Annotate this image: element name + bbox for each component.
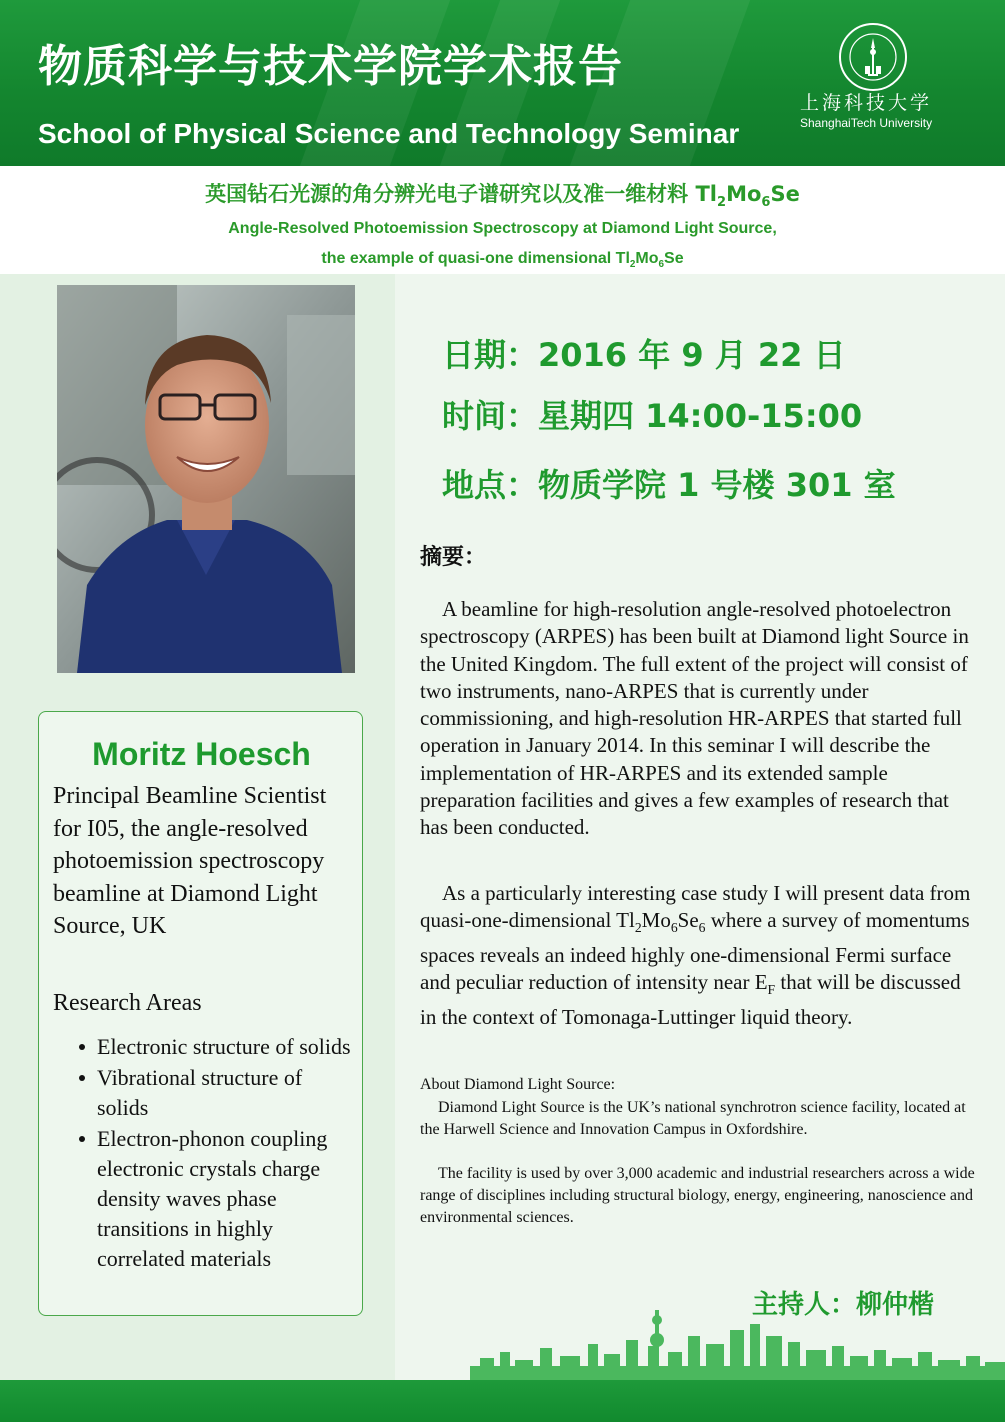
topic-title-en-line1: Angle-Resolved Photoemission Spectroscopy at Diamond Light Source, [228,220,777,237]
abstract-paragraph-2: As a particularly interesting case study I will present data from quasi-one-dimensional $Tl_2Mo_6Se_6$ where a survey of momentums spaces reveals an indeed highly one-dimensional Fermi surface and peculiar reduction of intensity near $E_F$ that will be discussed in the context of Tomonaga-Luttinger liquid theory. [420,881,971,1029]
shanghaitech-seal-icon [838,22,908,92]
bullet-icon [79,1075,85,1081]
city-skyline-icon [0,1300,1005,1382]
bullet-icon [79,1044,85,1050]
host-name: 主持人：柳仲楷 [752,1290,935,1320]
seminar-date: 日期：2016 年 9 月 22 日 [442,336,846,374]
seminar-time: 时间：星期四 14:00-15:00 [442,397,863,435]
topic-band [0,166,1005,274]
title-cn: 物质科学与技术学院学术报告 [38,41,623,92]
abstract-paragraph-1: A beamline for high-resolution angle-resolved photoelectron spectroscopy (ARPES) has been built at Diamond light Source in the United Kingdom. The full extent of the project will consist of two instruments, nano-ARPES that is currently under commissioning, and high-resolution HR-ARPES that started full operation in January 2014. In this seminar I will describe the implementation of HR-ARPES and its extended sample preparation facilities and gives a few examples of research that has been conducted. [420,597,969,840]
research-areas-heading: Research Areas [53,990,202,1016]
about-heading: About Diamond Light Source: [420,1076,616,1093]
header-banner [0,0,1005,166]
university-name-cn: 上海科技大学 [800,92,933,114]
speaker-title: Principal Beamline Scientist for I05, the angle-resolved photoemission spectroscopy beamline at Diamond Light Source, UK [53,783,327,939]
list-item: Vibrational structure of solids [75,1063,355,1123]
speaker-portrait-icon [57,285,355,673]
bullet-icon [79,1136,85,1142]
speaker-photo [57,285,355,673]
about-paragraph-1: Diamond Light Source is the UK’s national synchrotron science facility, located at the Harwell Science and Innovation Campus in Oxfordshire. [420,1099,966,1138]
footer-bar [0,1380,1005,1422]
topic-title-en-line2: the example of quasi-one dimensional $Tl_2Mo_6Se$ [321,250,684,271]
title-en: School of Physical Science and Technology Seminar [38,118,740,149]
topic-title-cn: 英国钻石光源的角分辨光电子谱研究以及准一维材料 $Tl_2Mo_6Se$ [205,182,800,211]
seminar-location: 地点：物质学院 1 号楼 301 室 [442,466,896,504]
abstract-heading: 摘要： [420,545,487,570]
speaker-info-card [38,711,363,1316]
about-paragraph-2: The facility is used by over 3,000 academic and industrial researchers across a wide range of disciplines including structural biology, energy, engineering, nanoscience and environmental sciences. [420,1165,975,1226]
research-areas-list [75,1032,355,1275]
university-name-en: ShanghaiTech University [800,116,933,130]
list-item: Electronic structure of solids [75,1032,355,1062]
list-item: Electron-phonon coupling electronic crystals charge density waves phase transitions in highly correlated materials [75,1124,355,1274]
speaker-name: Moritz Hoesch [92,736,311,772]
